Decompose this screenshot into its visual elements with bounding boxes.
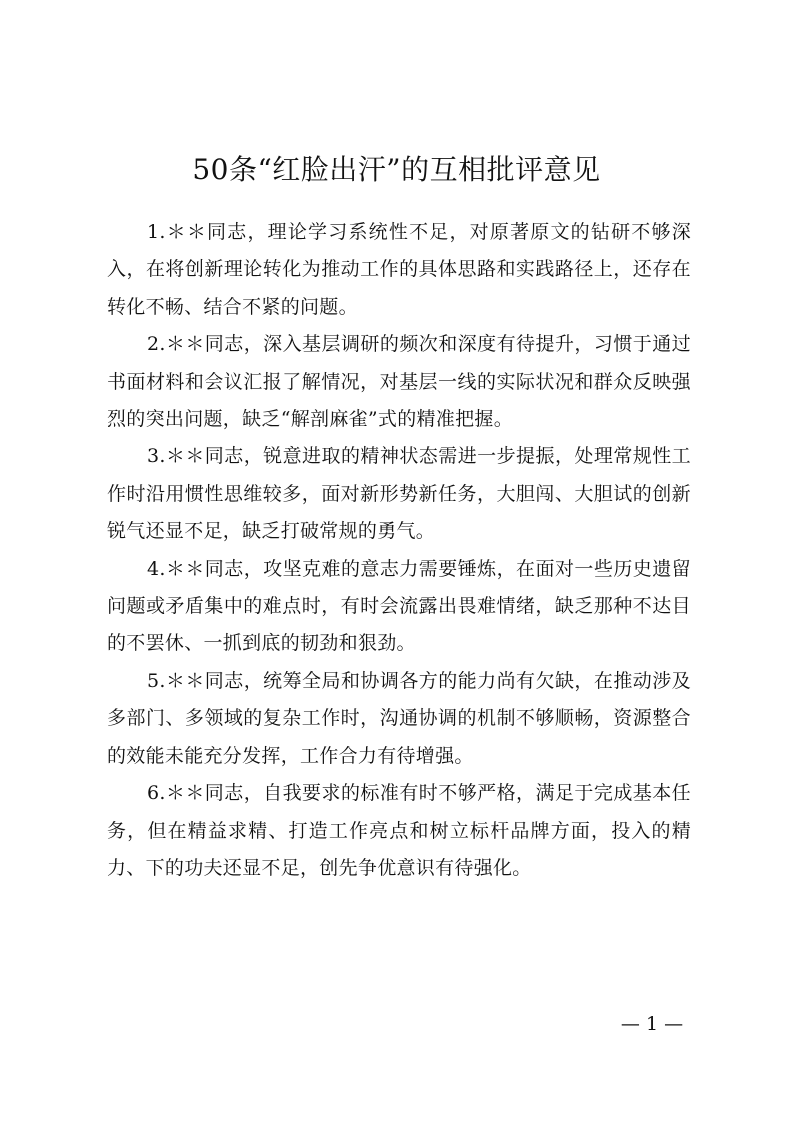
paragraph-2: 2.＊＊同志，深入基层调研的频次和深度有待提升，习惯于通过书面材料和会议汇报了解情况，对基层一线的实际状况和群众反映强烈的突出问题，缺乏“解剖麻雀”式的精准把握。 (107, 333, 691, 431)
paragraph-6: 6.＊＊同志，自我要求的标准有时不够严格，满足于完成基本任务，但在精益求精、打造工作亮点和树立标杆品牌方面，投入的精力、下的功夫还显不足，创先争优意识有待强化。 (107, 782, 691, 879)
document-title: 50条“红脸出汗”的互相批评意见 (192, 153, 601, 186)
document-body (107, 214, 691, 887)
paragraph-4: 4.＊＊同志，攻坚克难的意志力需要锤炼，在面对一些历史遗留问题或矛盾集中的难点时，有时会流露出畏难情绪，缺乏那种不达目的不罢休、一抓到底的韧劲和狠劲。 (107, 557, 691, 655)
page-number: — 1 — (620, 1013, 684, 1035)
paragraph-3: 3.＊＊同志，锐意进取的精神状态需进一步提振，处理常规性工作时沿用惯性思维较多，面对新形势新任务，大胆闯、大胆试的创新锐气还显不足，缺乏打破常规的勇气。 (107, 445, 691, 543)
paragraph-1: 1.＊＊同志，理论学习系统性不足，对原著原文的钻研不够深入，在将创新理论转化为推动工作的具体思路和实践路径上，还存在转化不畅、结合不紧的问题。 (107, 221, 691, 318)
paragraph-5: 5.＊＊同志，统筹全局和协调各方的能力尚有欠缺，在推动涉及多部门、多领域的复杂工作时，沟通协调的机制不够顺畅，资源整合的效能未能充分发挥，工作合力有待增强。 (107, 669, 691, 767)
